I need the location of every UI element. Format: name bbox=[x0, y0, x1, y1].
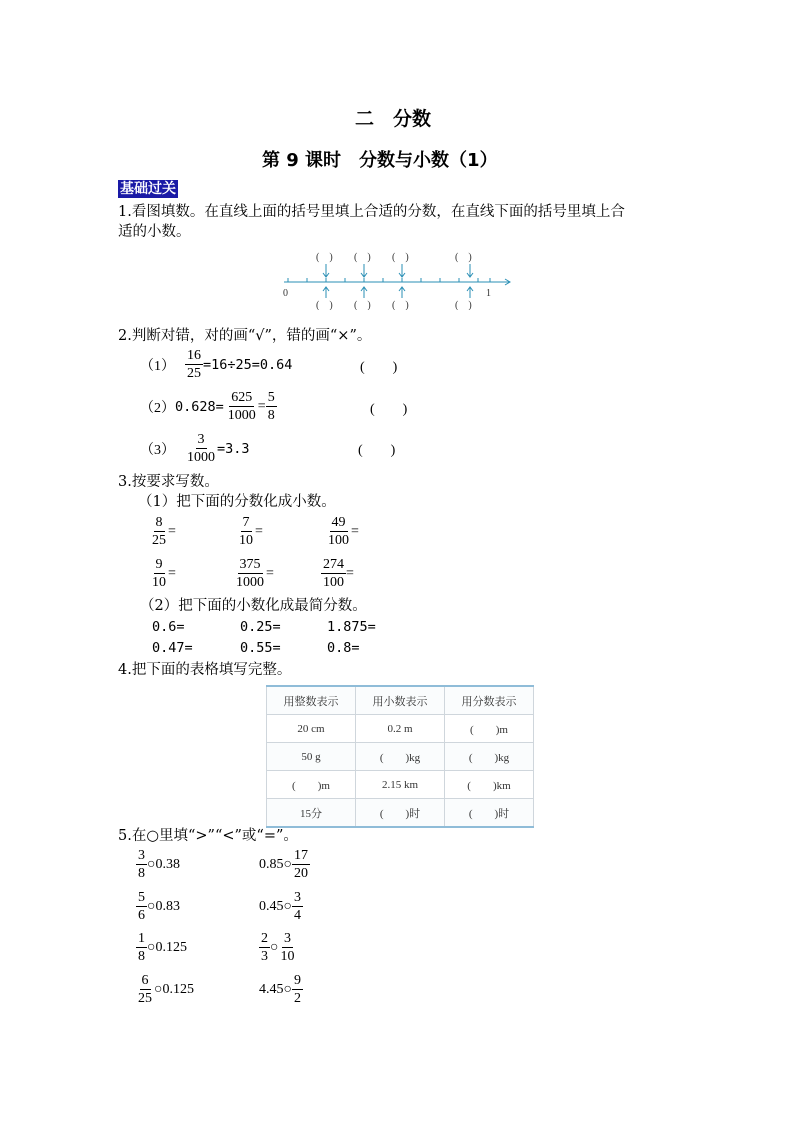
top-blank: ( ) bbox=[354, 252, 371, 263]
header-integer: 用整数表示 bbox=[267, 686, 356, 715]
table-row: 15分 ( )时 ( )时 bbox=[267, 799, 534, 828]
header-fraction: 用分数表示 bbox=[445, 686, 534, 715]
expression-prefix: 0.628= bbox=[175, 398, 224, 415]
compare-circle[interactable]: ○ bbox=[270, 939, 279, 955]
decimal-item: 0.55= bbox=[240, 640, 281, 656]
item-number: （2） bbox=[140, 400, 175, 416]
header-decimal: 用小数表示 bbox=[356, 686, 445, 715]
question-3-title: 3.按要求写数。 bbox=[118, 474, 219, 490]
question-3-sub-1: （1）把下面的分数化成小数。 bbox=[138, 494, 336, 510]
decimal-item: 0.8= bbox=[327, 640, 360, 656]
question-1-line-2: 适的小数。 bbox=[118, 224, 191, 240]
table-row: ( )m 2.15 km ( )km bbox=[267, 771, 534, 799]
section-badge: 基础过关 bbox=[120, 181, 176, 197]
lesson-title: 第 9 课时 分数与小数（1） bbox=[262, 150, 498, 171]
decimal-item: 1.875= bbox=[327, 619, 376, 635]
bottom-blank: ( ) bbox=[392, 300, 409, 310]
answer-blank-3[interactable]: ( ) bbox=[358, 443, 396, 458]
compare-item: 4.45 ○ $\frac{9}{2}$ bbox=[259, 973, 301, 1006]
unit-conversion-table bbox=[266, 685, 534, 828]
question-4-title: 4.把下面的表格填写完整。 bbox=[118, 662, 292, 678]
decimal-item: 0.6= bbox=[152, 619, 185, 635]
compare-circle[interactable]: ○ bbox=[154, 981, 163, 997]
down-arrows bbox=[323, 264, 473, 277]
compare-circle[interactable]: ○ bbox=[283, 981, 292, 997]
fraction-to-decimal: $\frac{9}{10}$ = bbox=[152, 557, 176, 590]
compare-circle[interactable]: ○ bbox=[147, 856, 156, 872]
top-blank: ( ) bbox=[316, 252, 333, 263]
item-number: （1） bbox=[140, 358, 175, 374]
judge-item-1 bbox=[140, 348, 292, 381]
table-header-row bbox=[267, 686, 534, 715]
question-2-title: 2.判断对错，对的画“√”，错的画“×”。 bbox=[118, 328, 372, 344]
bottom-blank: ( ) bbox=[354, 300, 371, 310]
answer-blank-2[interactable]: ( ) bbox=[370, 402, 408, 417]
chapter-title: 二 分数 bbox=[355, 108, 432, 130]
fraction-to-decimal: $\frac{8}{25}$ = bbox=[152, 515, 176, 548]
item-number: （3） bbox=[140, 442, 175, 458]
compare-item: $\frac{1}{8}$ ○ 0.125 bbox=[138, 931, 187, 964]
compare-circle[interactable]: ○ bbox=[283, 898, 292, 914]
expression: =3.3 bbox=[217, 440, 250, 457]
compare-item: $\frac{5}{6}$ ○ 0.83 bbox=[138, 890, 180, 923]
compare-circle[interactable]: ○ bbox=[147, 898, 156, 914]
fraction-to-decimal: $\frac{49}{100}$ = bbox=[328, 515, 359, 548]
compare-item: $\frac{2}{3}$ ○ $\frac{3}{10}$ bbox=[261, 931, 295, 964]
fraction: $\frac{625}{1000}$ bbox=[227, 390, 256, 423]
up-arrows bbox=[323, 287, 473, 298]
question-1-line-1: 1.看图填数。在直线上面的括号里填上合适的分数，在直线下面的括号里填上合 bbox=[118, 204, 625, 220]
top-blank: ( ) bbox=[455, 252, 472, 263]
equals: = bbox=[257, 398, 266, 414]
table-row: 50 g ( )kg ( )kg bbox=[267, 743, 534, 771]
question-3-sub-2: （2）把下面的小数化成最简分数。 bbox=[140, 598, 367, 614]
compare-item: $\frac{3}{8}$ ○ 0.38 bbox=[138, 848, 180, 881]
label-one: 1 bbox=[486, 288, 491, 299]
decimal-item: 0.47= bbox=[152, 640, 193, 656]
bottom-blank: ( ) bbox=[316, 300, 333, 310]
label-zero: 0 bbox=[283, 288, 288, 299]
compare-item: 0.45 ○ $\frac{3}{4}$ bbox=[259, 890, 301, 923]
fraction-to-decimal: $\frac{375}{1000}$ = bbox=[236, 557, 274, 590]
fraction-to-decimal: $\frac{7}{10}$ = bbox=[239, 515, 263, 548]
compare-circle[interactable]: ○ bbox=[283, 856, 292, 872]
expression: =16÷25=0.64 bbox=[203, 356, 293, 373]
fraction: $\frac{3}{1000}$ bbox=[187, 432, 215, 465]
judge-item-2 bbox=[140, 390, 277, 423]
answer-blank-1[interactable]: ( ) bbox=[360, 360, 398, 375]
question-5-title: 5.在○里填“>”“<”或“=”。 bbox=[118, 828, 298, 844]
fraction: $\frac{5}{8}$ bbox=[267, 390, 275, 423]
number-line bbox=[276, 246, 516, 310]
compare-circle[interactable]: ○ bbox=[147, 939, 156, 955]
ticks bbox=[288, 278, 490, 282]
decimal-item: 0.25= bbox=[240, 619, 281, 635]
judge-item-3 bbox=[140, 432, 250, 465]
fraction-to-decimal: $\frac{274}{100}$ = bbox=[323, 557, 354, 590]
compare-item: $\frac{6}{25}$ ○ 0.125 bbox=[138, 973, 194, 1006]
table-row: 20 cm 0.2 m ( )m bbox=[267, 715, 534, 743]
top-blank: ( ) bbox=[392, 252, 409, 263]
fraction: $\frac{16}{25}$ bbox=[187, 348, 201, 381]
compare-item: 0.85 ○ $\frac{17}{20}$ bbox=[259, 848, 308, 881]
bottom-blank: ( ) bbox=[455, 300, 472, 310]
